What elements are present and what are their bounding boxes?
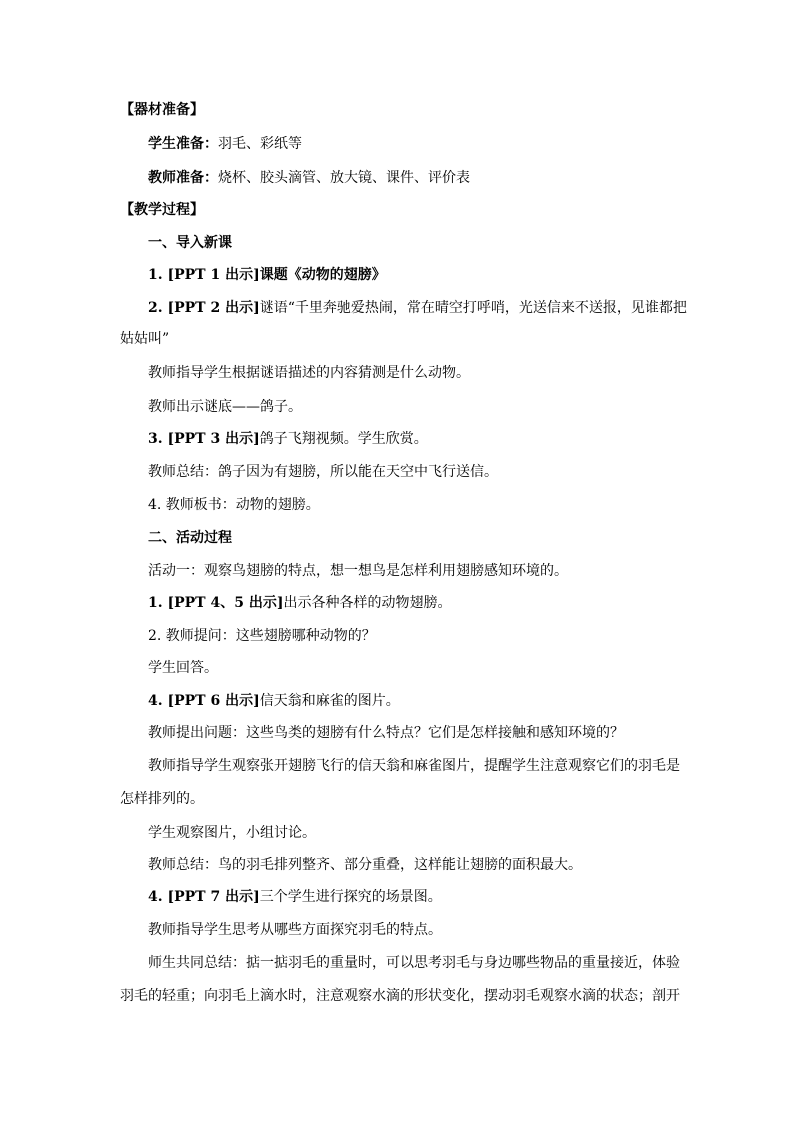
teacher-prep-text: 烧杯、胶头滴管、放大镜、课件、评价表 bbox=[218, 170, 470, 186]
s2-item2: 2. 教师提问：这些翅膀哪种动物的？ bbox=[148, 628, 376, 644]
s2-item4a-prefix: 4. [PPT 6 出示] bbox=[148, 693, 260, 709]
s1-item4: 4. 教师板书：动物的翅膀。 bbox=[148, 497, 320, 513]
s2-paragraph-6: 教师指导学生思考从哪些方面探究羽毛的特点。 bbox=[148, 922, 442, 938]
s1-item1-text: 课题《动物的翅膀》 bbox=[259, 267, 386, 283]
s2-paragraph-3-line1: 教师指导学生观察张开翅膀飞行的信天翁和麻雀图片，提醒学生注意观察它们的羽毛是 bbox=[148, 758, 680, 774]
s2-paragraph-1: 学生回答。 bbox=[148, 660, 218, 676]
s2-item1-prefix: 1. [PPT 4、5 出示] bbox=[148, 595, 284, 611]
teacher-prep-label: 教师准备： bbox=[148, 170, 218, 186]
s1-item1 bbox=[148, 265, 794, 285]
s1-paragraph-2: 教师出示谜底——鸽子。 bbox=[148, 399, 302, 415]
s2-paragraph-3-line2: 怎样排列的。 bbox=[120, 791, 204, 807]
student-prep-text: 羽毛、彩纸等 bbox=[218, 136, 302, 152]
student-prep-label: 学生准备： bbox=[148, 136, 218, 152]
s1-item2-line1 bbox=[148, 298, 794, 318]
student-prep-line bbox=[148, 134, 794, 154]
s2-item4b bbox=[148, 887, 794, 907]
process-heading: 【教学过程】 bbox=[120, 202, 204, 218]
s1-item3-text: 鸽子飞翔视频。学生欣赏。 bbox=[259, 431, 428, 447]
teacher-prep-line bbox=[148, 168, 794, 188]
s2-paragraph-2: 教师提出问题：这些鸟类的翅膀有什么特点？它们是怎样接触和感知环境的？ bbox=[148, 725, 624, 741]
s2-paragraph-7-line2: 羽毛的轻重；向羽毛上滴水时，注意观察水滴的形状变化，摆动羽毛观察水滴的状态；剖开 bbox=[120, 988, 680, 1004]
s2-activity1: 活动一：观察鸟翅膀的特点，想一想鸟是怎样利用翅膀感知环境的。 bbox=[148, 563, 568, 579]
s1-item1-prefix: 1. [PPT 1 出示] bbox=[148, 267, 260, 283]
s2-paragraph-7-line1: 师生共同总结：掂一掂羽毛的重量时，可以思考羽毛与身边哪些物品的重量接近，体验 bbox=[148, 955, 680, 971]
materials-heading: 【器材准备】 bbox=[120, 102, 204, 118]
s1-item2-prefix: 2. [PPT 2 出示] bbox=[148, 300, 260, 316]
s1-item2-text-line1: 谜语“千里奔驰爱热闹，常在晴空打呼哨，光送信来不送报，见谁都把 bbox=[259, 300, 687, 316]
s2-paragraph-4: 学生观察图片，小组讨论。 bbox=[148, 825, 316, 841]
section2-heading: 二、活动过程 bbox=[148, 530, 232, 546]
s2-item1 bbox=[148, 593, 794, 613]
s2-item4b-text: 三个学生进行探究的场景图。 bbox=[259, 889, 442, 905]
s2-item4a-text: 信天翁和麻雀的图片。 bbox=[259, 693, 400, 709]
s1-item3-prefix: 3. [PPT 3 出示] bbox=[148, 431, 260, 447]
section1-heading: 一、导入新课 bbox=[148, 235, 232, 251]
s1-item3 bbox=[148, 429, 794, 449]
s2-item4b-prefix: 4. [PPT 7 出示] bbox=[148, 889, 260, 905]
s1-item2-line2: 姑姑叫” bbox=[120, 331, 170, 347]
s2-item4a bbox=[148, 691, 794, 711]
s1-paragraph-3: 教师总结：鸽子因为有翅膀，所以能在天空中飞行送信。 bbox=[148, 464, 498, 480]
s2-paragraph-5: 教师总结：鸟的羽毛排列整齐、部分重叠，这样能让翅膀的面积最大。 bbox=[148, 857, 582, 873]
s1-paragraph-1: 教师指导学生根据谜语描述的内容猜测是什么动物。 bbox=[148, 365, 470, 381]
s2-item1-text: 出示各种各样的动物翅膀。 bbox=[283, 595, 452, 611]
